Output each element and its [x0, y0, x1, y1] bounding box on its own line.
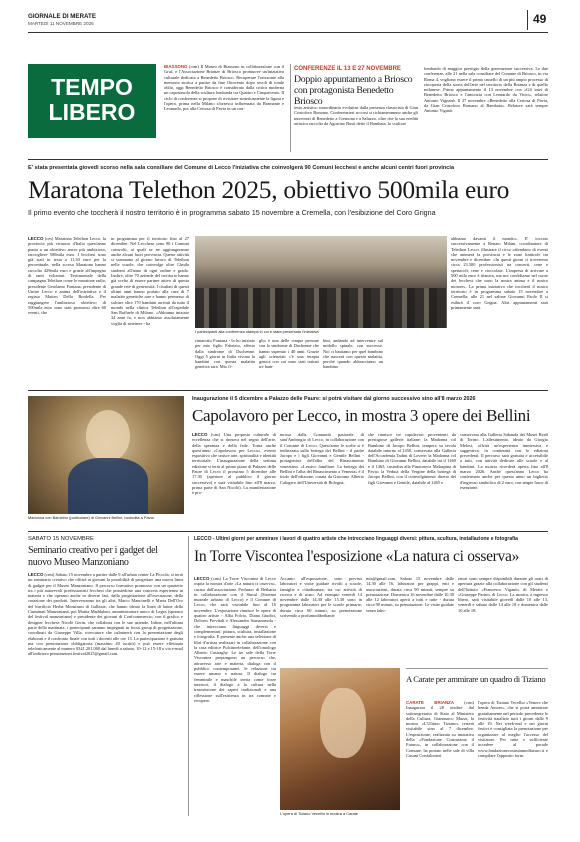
conferenze-kicker: CONFERENZE IL 13 E 27 NOVEMBRE: [294, 66, 401, 72]
bellini-col1: [192, 432, 276, 524]
telethon-subtitle: Il primo evento che toccherà il nostro territorio è in programma sabato 15 novembre a Cremella, con l'esibizione del Coro Grigna: [28, 208, 436, 217]
telethon-title: Maratona Telethon 2025, obiettivo 500mila euro: [28, 175, 510, 204]
tiziano-caption: L'opera di Tiziano Vecellio in mostra a Carate: [280, 811, 358, 816]
tiziano-col1-text: (crm) Inaugurata il 28 ottobre dal sottosegretario di Stato al Ministero della Cultura, Gianmarco Mazzi, la mostra «L'Ultimo Tiziano» resterà visitabile sino al 7 dicembre. L'esposizione, realizzata su iniziativa della «Fondazione Costruiamo il Futuro», in collaborazione con il Comune, ha portato nelle sale di villa Cusani Confalonieri: [406, 700, 474, 758]
seminario-title: Seminario creativo per i gadget del nuovo Museo Manzoniano: [28, 545, 158, 568]
tiziano-col2: l'opera di Tiziano Vecellio «Venere che benda Amore», che si potrà ammirare gratuitamente nel periodo precedente le festività natalizie tutti i giorni dalle 9 alle 19. Nei week-end e nei giorni festivi è consigliata la prenotazione per organizzare al meglio l'accesso del visitatore. Per tutte e sufficiente accedere al portale www.fondazionecostruiamoilfuturo.it e compilare l'apposito form.: [478, 700, 548, 758]
biassono-text: (crm) Il Museo di Biassono in collaborazione con il Gruf, e l'Associazione Brianze di Briosco promuove un'iniziativa culturale dedicata a Benedetto Briosco. Recuperare l'orizzonte alla memoria storica a partire da fine Ottocento dopo secoli di totale oblio, oggi Benedetto Briosco è considerato dalla critica moderna un capostruola della scultura lombarda tra Quattro e Cinquecento. Il ciclo di conferenze si propone di rivisitare sinteticamente la figura e l'opera, prima nella Milano sforzesca influenzata da Bramante e Leonardo, poi alla Certosa di Pavia in un con-: [164, 64, 284, 112]
bellini-col1-text: (can) Una proposta culturale di eccellenza che si rinnova nel segno dell'arte, della speranza e della fede. Torna anche quest'anno «Capolavoro per Lecco», evento espositivo che unisce arte, spiritualità e identità territoriale. L'inaugurazione della settima edizione si terrà al primo piano di Palazzo delle Paure di Lecco il prossimo 5 dicembre alle 17.30 (aperture al pubblico il giorno successivo) e sarà visitabile fino all'8 marzo, prima parte di San Nicolò). La manifestazione è pro-: [192, 432, 276, 496]
torre-col1-text: (crm) La Torre Viscontea di Lecco ospita la mostra d'arte «La natura ci osserva», curata dall'associazione Profumo di Betharia in collaborazione con il Simul (Sistema museale urbano di Lecco) e il Comune di Lecco, che sarà visitabile fino al 16 novembre. L'esposizione riunisce le opere di quattro artiste - Alba Folcio, Diana Giudici, Dolores Previtali e Alessandra Somaromola - che intrecciano linguaggi diversi e complementari: pittura, scultura, installazione e fotografia. E presente anche una selezione di libri d'artista realizzati in collaborazione con la casa editrice Pulcinoelefante, dell'omologo Alberto Casiraghy. Le tre sale della Torre Viscontea propongono un percorso che, attraverso arte e materia, dialoga con il pubblico contemporanei, le relazione tra essere umano e natura. Il dialogo tra femminile e maschile invita come forze interiori, il dialogo a la cultura nella trasmissione dei saperi tradizionali e una riflessione sull'esistenza in tra comune e recupero.: [194, 576, 276, 703]
telethon-place: LECCO: [28, 236, 44, 241]
torre-kicker: LECCO - Ultimi giorni per ammirare i lavori di quattro artiste che intrecciano linguaggi diversi: pittura, scultura, installazione e fotografia: [194, 536, 518, 542]
bellini-col2: mossa dalla Comunità pastorale di sant'Ambrogio di Lecco, in collaborazione con il Comune di Lecco. Quest'anno le scelte si è indirizzata sulla bottega dei Bellini - il padre Jacopo e i figli Giovanni e Gentile Bellini - protagonisti dell'alba del Rinascimento veneziano. «Lessico familiare. La bottega dei Bellini e l'alba del Rinascimento a Venezia» è il titolo dell'edizione, curata da Giacomo Alberto Calogero dell'Università di Bologna,: [280, 432, 364, 485]
conferenze-title: Doppio appuntamento a Briosco con protagonista Benedetto Briosco: [294, 74, 413, 107]
bellini-col3: che riunisce tre capolavori provenienti da prestigiose gallerie italiane: la Madonna col Bambino di Jacopo Bellini, tempera su tavola databile intorno al 1450, conservata alla Galleria dell'Accademia Tadini di Lovere; la Madonna col Bambino di Giovanni Bellini, databile tra il 1460 e il 1465, custodita alla Pinacoteca Malaspina di Pavia; la Veduta della Vergine della bottega di Jacopo Bellini, con il coinvolgimento diretto dei figli Giovanni e Gentile, databile al 1465 e: [368, 432, 456, 485]
telethon-col1-text: (ces) Maratona Telethon Lecco, la provincia più virtuosa d'Italia quest'anno punta a un obiettivo ancor più ambizioso, raccogliere 500mila euro. I lecchesi sono già stati in testa a 11,30 euro per la percentuale, nella scorsa Maratona hanno raccolto 429mila euro e grazie all'impegno di tanti volontari. Testimoniale della campagna Telethon come le maratone radio, presidente Gerolamo Fontana, presidente di Unitre Lecco e anima dell'iniziativa e il regista Matteo Della Bordella. Per raggiungere l'ambizioso obiettivo di 500mila euro sono stati promossi oltre 60 eventi, che: [28, 236, 106, 316]
column-divider: [290, 64, 291, 152]
telethon-col6: abbiamo davanti il mondo». E' toccato successivamente a Renato Milani, coordinatore di Telethon Lecco, illustrare il ricco calendario di eventi che animerà la provincia e le zone limitrofe tra novembre e dicembre: «In questi giorni ci troveremo circa 23.500 professionisti tra concerti, cene e spettacoli, cene e cioccolate. L'impresa di arrivare a 500 mila euro è titanica, ma noi confidiamo nel cuore dei lecchesi che sono la nostra anima e il nostro motore». La prima iniziativa che toccherà il nostro territorio è in programma sabato 15 novembre a Cremella; alle 21 nel salone Giovanni Paolo II si esibirà il coro Grigna. Altri appuntamenti sarà primamente sarà.: [451, 236, 548, 310]
tiziano-title: A Carate per ammirare un quadro di Tiziano: [406, 674, 546, 684]
torre-title: In Torre Viscontea l'esposizione «La natura ci osserva»: [194, 548, 520, 565]
torre-col3: mia@gmail.com. Sabato 15 novembre dalle 14.30 alle 16, laboratori per grappi, enti e associazioni, durata circa 90 minuti, sempre su prenotazione. Domenica 16 novembre dalle 10.30 alle 12 laboratori aperti a tutti e tutte - durata circa 90 minuti, su prenotazione. Le visite guidate senza labo-: [366, 576, 454, 613]
telethon-col4: glio è una delle cinque persone con la sindrome di Duchenne che hanno superato i 40 anni. Grazie agli scienziati c'è una terapia genica con cui sono stati trattati tre bam-: [259, 338, 319, 370]
issue-date: MARTEDÌ 11 NOVEMBRE 2025: [28, 21, 94, 26]
bellini-title: Capolavoro per Lecco, in mostra 3 opere dei Bellini: [192, 406, 531, 425]
seminario-text: (crm) Sabato 15 novembre a partire dalle 9 all'urban center La Piccola, si terrà un seminario creativo che offrirà ai giovani la possibilità di progettare una nuova linea di gadget per il Museo Manzoniano. Il percorso formativo promosso con un quartetto tra i più autorevoli professionisti lecchesi che possiedono una concreta esperienza in materia e che operano anche in diverse fasi, dalla progettazione all'esecuzione, della creazione dei prodotti. Interverranno tra gli altri, Marco Mancinelli e Marta Dell'Oro del birrificio Herba Monstrum di Galbiate, che hanno ideato la linea di latine della Carminati Manzoniana, poi Mattia Maddaloni, amministratore unico di Legea (sponsor del festival manzoniano) e presidente dei giovani di Confcommercio, con il grafico e designer lecchese Nicolò Gerin, che collabora con le sue aziende. Infine, nell'ultima parte della mattinata, i partecipanti saranno impegnati in focus group di progettazione, coordinati da Giuseppe Villa, ricercatore che culminerà con la presentazione degli elaborati e il confronto finale con tutti i docenti alle ore 13. La partecipazione è gratuita ma con prenotazione obbligatoria (massimo 40 iscritti) e può essere effettuata telefonicamente al numero 0341.201.000 dal lunedì a sabato, 10-12 e 15-18 o via e-mail all'indirizzo prenotazioni.festival2025@gmail.com.: [28, 572, 183, 657]
bellini-col4: conservata alla Galleria Sabauda dei Musei Reali di Torino. L'allestimento, ideato da Giorgio Melesi, offrirà un'esperienza immersiva e suggestiva, in continuità con le edizioni precedenti. Il percorso sarà gratuita e accessibile a tutti, con attività dedicate alle scuole e al bambini. La mostra ricorderà aperta fino all'8 marzo 2026. Anche quest'anno Lecco ha confermato anche per questo anno un biglietto d'ingresso simbolico di 2 euro, con ampie fasce di esenzione.: [460, 432, 548, 490]
section-divider: [28, 159, 548, 160]
tiziano-col1: [406, 700, 474, 814]
seminario-article: [28, 572, 183, 814]
bellini-caption: Madonna con Bambino (particolare) di Giovanni Bellini, custodita a Pavia: [28, 515, 154, 520]
telethon-col2: in programma per il territorio fino al 27 dicembre. Nel Lecchese sono 90 i Comuni coinvolti, ai quali se ne aggiungeranno anche alcuni fuori provincia. Queste attività si sommano al giorno lavoro di Telethon nelle scuole, che coinvolge oltre 12mila studenti all'anno di ogni ordine e grado. Inoltre, oltre 70 aziende del territorio hanno già scelto di essere partner attivo di questa grande rete di generosità. I risultati di questi ultimi anni hanno portato alla cura di 7 malattie genetiche rare e hanno permesso di salvare oltre 170 bambini arrivati da tutto il mondo nella clinica Telethon all'ospedale San Raffaele di Milano. «Abbiamo iniziato 34 anni fa, e non abbiamo assolutamente voglia di smettere - ha: [111, 236, 189, 326]
telethon-col1: [28, 236, 106, 384]
bellini-painting: [28, 396, 184, 514]
torre-col2: Accanto all'esposizione, sono previsti laboratori e visite guidate rivolti a scuole, famiglie e cittadinanza, tra cui attività di ricerca e di riuso. Ad esempio venerdì 14 novembre dalle 14.30 alle 15.30 sono in programma laboratori per le scuole primarie, durata circa 60 minuti, su prenotazione scrivendo a profumodibethanie: [280, 576, 362, 619]
torre-place: LECCO: [194, 576, 210, 581]
lombardo-text: lombardo di maggior prestigio della generazione successiva. Le due conferenze, alle 21 nella sala consiliare del Comune di Briosco, in via Roma 4, vogliono essere il primo tassello di un più ampio processo di riscoperta della storia dell'arte nel territorio della Brianza e di quello milanese. Primo appuntamento il 13 novembre con «Gli inizi di Benedetto Briosco e l'amicizia con Leonardo da Vinci», relatore Antonio Vignanò. Il 27 novembre «Benedetto alla Certosa di Pavia, da Gian Cristoforo Romano al Bambaia». Relatore sarà sempre Antonio Viganò.: [424, 66, 548, 114]
telethon-col5: bini, andando ad intervenire sul midollo spinale, con successo. Noi ci battiamo per quel bambino che nascerà con questa malattia, perché quando abbracciamo un bambino: [323, 338, 383, 370]
header-rule: [28, 32, 548, 33]
tiziano-painting: [280, 668, 400, 810]
telethon-photo: [195, 236, 447, 328]
conferenze-text: testo artistico straordinario evolutosi dalla presenza classicista di Gian Cristoforo Romano. Conferenzieri accorsi si richiamerannno anche gli interventi di Benedetto a Cremona e a Saluzzo, oltre che la sua eredità artistica raccolta da Agostino Busti detto il Bambaia, lo scultore: [294, 105, 418, 126]
bellini-kicker: Inaugurazione il 5 dicembre a Palazzo delle Paure: si potrà visitare dal giorno successivo sino all'8 marzo 2026: [192, 396, 476, 402]
section-divider: [28, 531, 548, 532]
newspaper-name: GIORNALE DI MERATE: [28, 13, 96, 20]
section-divider: [406, 668, 548, 669]
torre-col4: ratori sono sempre disponibili durante gli orari di apertura grazie alla collaborazione con gli studenti dell'Istituto «Francesco Viganò» di Merate e «Giuseppe Parini» di Lecco. La mostra, a ingresso libero, sarà visitabile giovedì dalle 10 alle 13, venerdì e sabato dalle 14 alle 18 e domenica dalle 10 alle 18.: [458, 576, 548, 613]
section-label-line1: TEMPO: [51, 74, 133, 100]
section-label-line2: LIBERO: [48, 99, 136, 125]
section-divider: [28, 390, 548, 391]
biassono-article: [164, 64, 284, 152]
section-label-box: [28, 64, 156, 138]
seminario-kicker: SABATO 15 NOVEMBRE: [28, 536, 94, 542]
telethon-col3: rimarcato Fontana - lo ho iniziato per mio figlio Fabrizio, affetto dalla sindrome di Duchenne. Oggi 5 giorni in Italia vivono la bambini con questa malattia genetica rara. Mio fi-: [195, 338, 255, 370]
column-divider: [188, 536, 189, 816]
bellini-place: LECCO: [192, 432, 208, 437]
telethon-caption: I partecipanti alla conferenza stampa in cui è stata presentata l'iniziativa: [195, 329, 319, 334]
biassono-place: BIASSONO: [164, 64, 188, 69]
tiziano-place: CARATE BRIANZA: [406, 700, 455, 705]
seminario-place: LECCO: [28, 572, 44, 577]
page-number: 49: [533, 12, 547, 26]
page-number-divider: [527, 10, 528, 30]
torre-col1: [194, 576, 276, 814]
telethon-kicker: E' stata presentata giovedì scorso nella sala consiliare del Comune di Lecco l'iniziativa che coinvolgerà 90 Comuni lecchesi e anche alcuni centri fuori provincia: [28, 165, 455, 171]
